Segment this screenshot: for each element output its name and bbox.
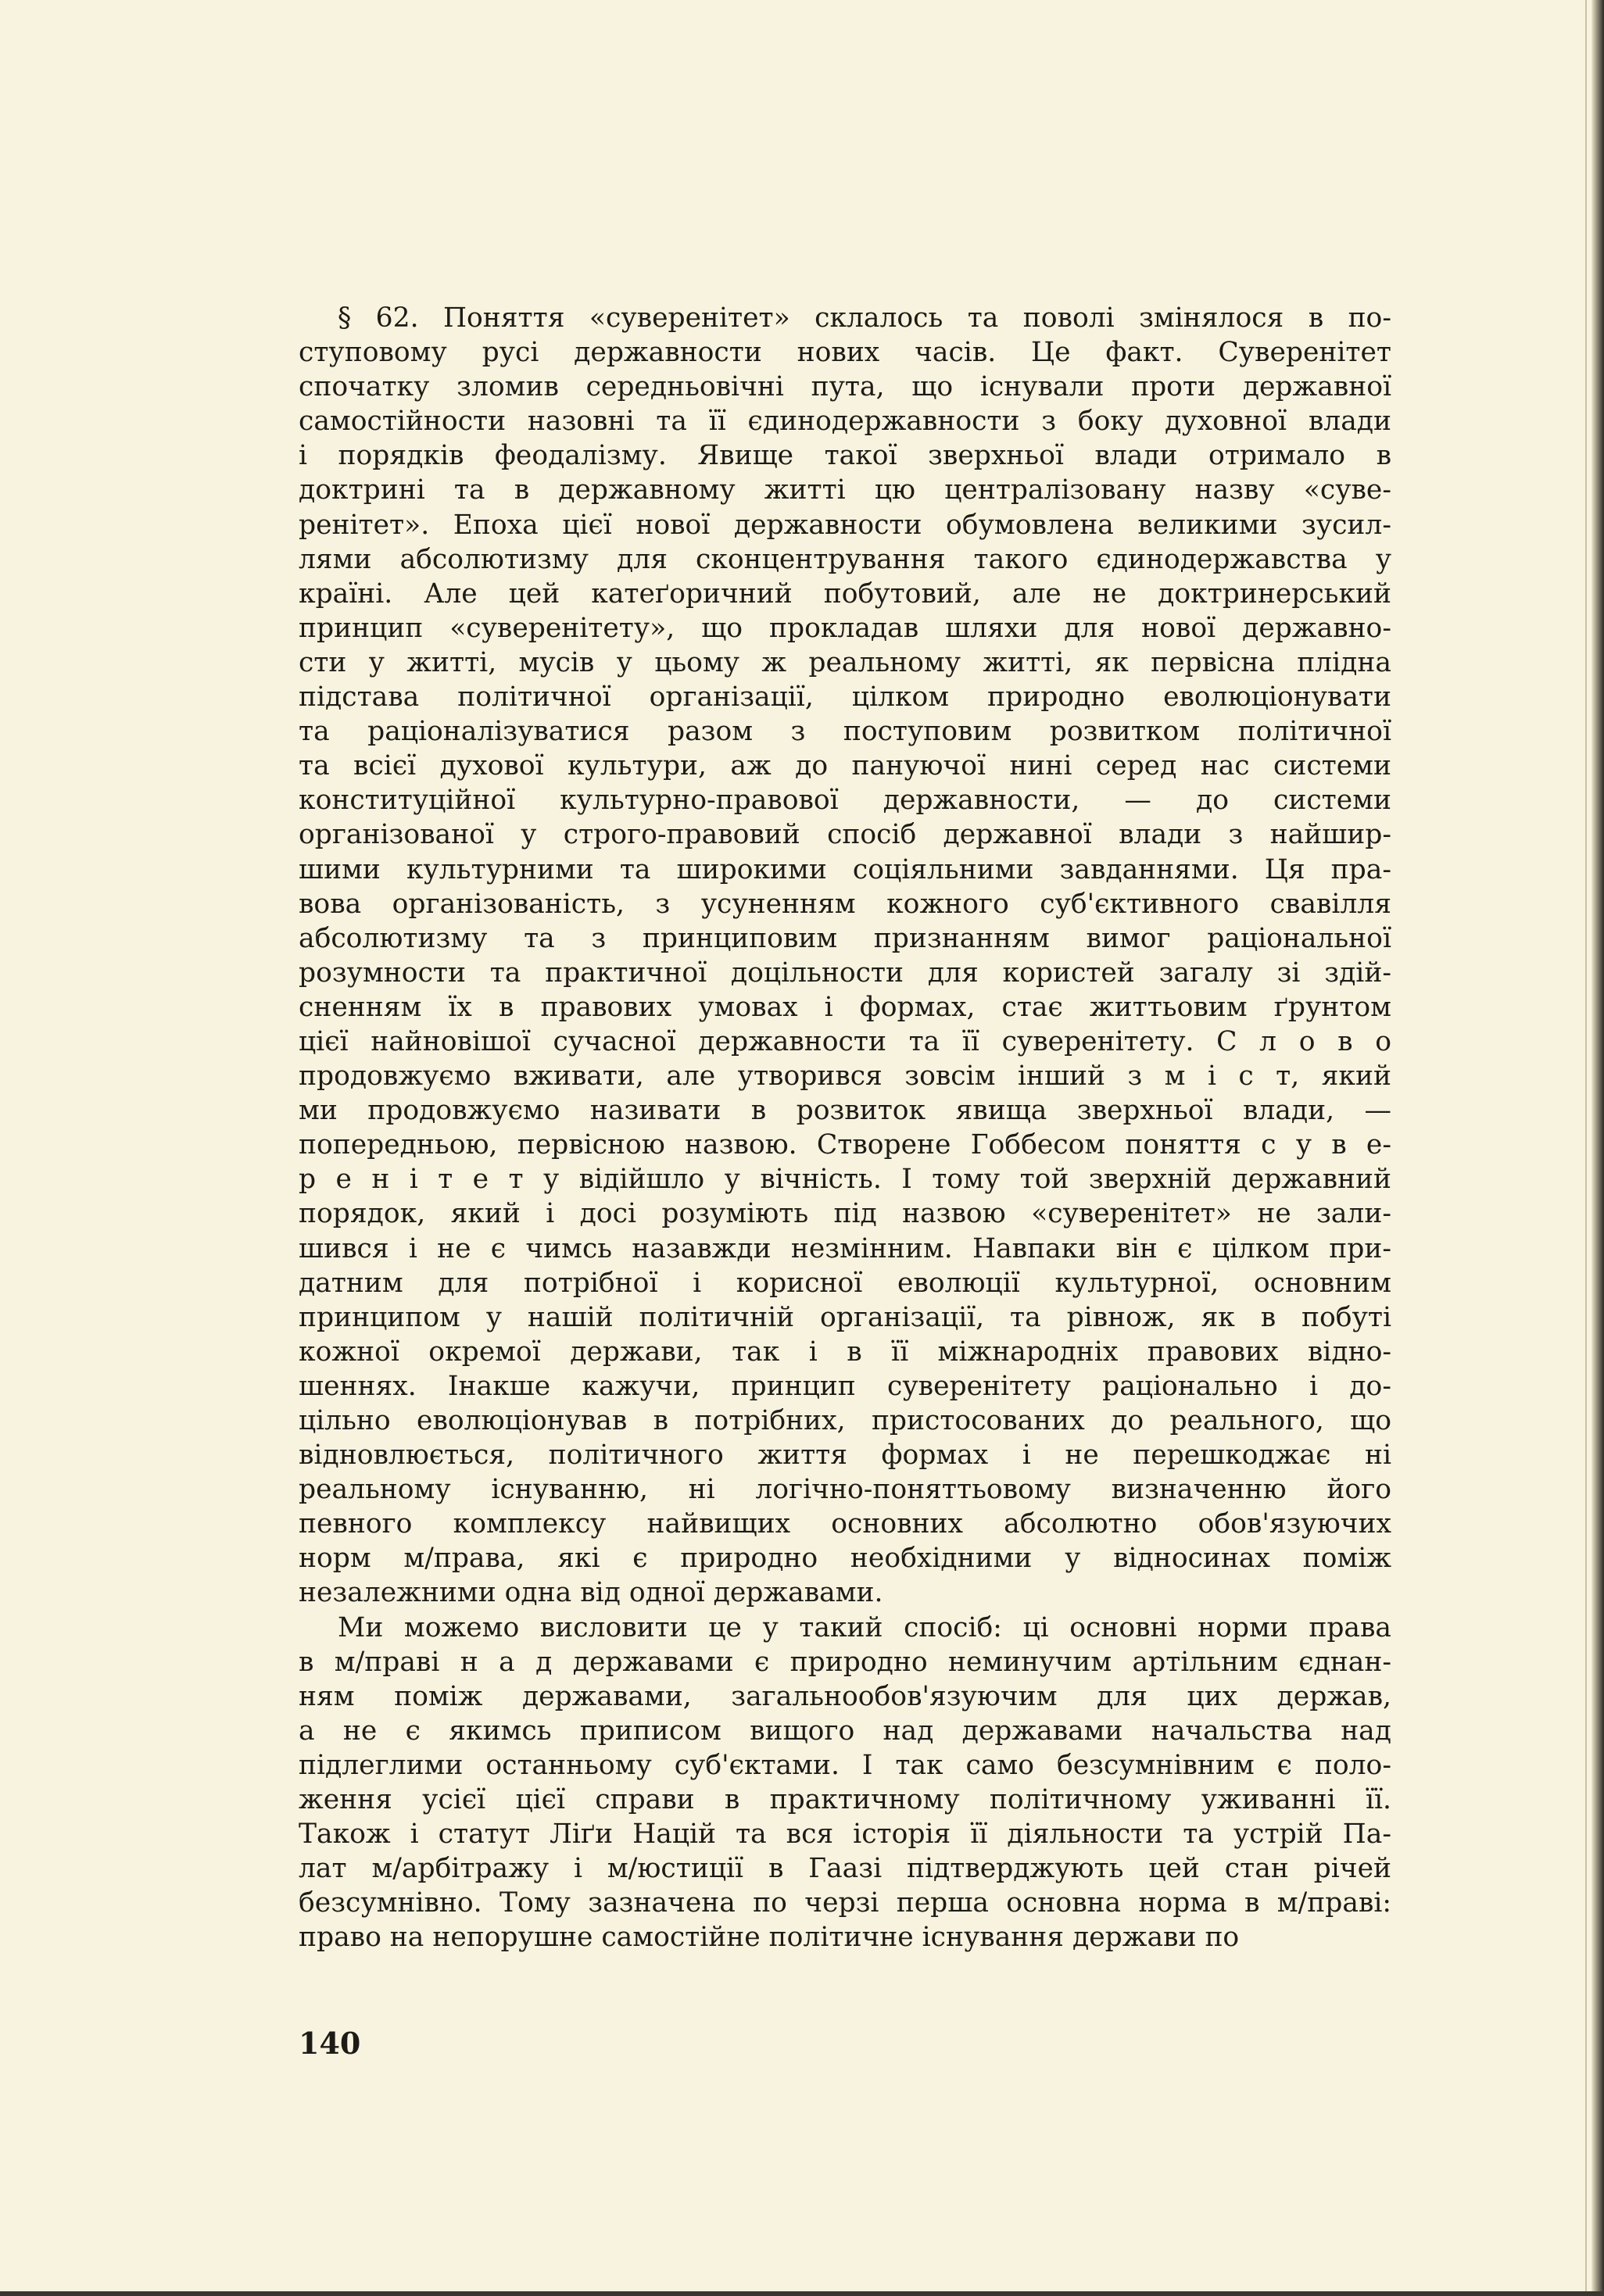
text-line: цільно еволюціонував в потрібних, пристосованих до реального, що bbox=[299, 1405, 1391, 1436]
text-line: розумности та практичної доцільности для користей загалу зі здій- bbox=[299, 957, 1391, 989]
page-fold-line bbox=[1585, 0, 1587, 2296]
text-line: кожної окремої держави, так і в її міжнародніх правових відно- bbox=[299, 1336, 1391, 1368]
text-line: сти у житті, мусів у цьому ж реальному житті, як первісна плідна bbox=[299, 646, 1391, 678]
text-line: та всієї духової культури, аж до пануючої нині серед нас системи bbox=[299, 750, 1391, 782]
text-line: вова організованість, з усуненням кожного суб'єктивного свавілля bbox=[299, 888, 1391, 920]
text-line: абсолютизму та з принциповим признанням вимог раціональної bbox=[299, 922, 1391, 954]
paragraph-section-62 bbox=[299, 301, 1391, 1611]
text-line: ступовому русі державности нових часів. Це факт. Суверенітет bbox=[299, 337, 1391, 369]
text-line: в м/праві н а д державами є природно неминучим артільним єднан- bbox=[299, 1646, 1391, 1678]
text-line: та раціоналізуватися разом з поступовим розвитком політичної bbox=[299, 716, 1391, 748]
body-text bbox=[299, 301, 1391, 1955]
text-line: шими культурними та широкими соціяльними завданнями. Ця пра- bbox=[299, 853, 1391, 885]
text-line: незалежними одна від одної державами. bbox=[299, 1577, 883, 1609]
text-line: шився і не є чимсь назавжди незмінним. Навпаки він є цілком при- bbox=[299, 1232, 1391, 1264]
text-line: норм м/права, які є природно необхідними у відносинах поміж bbox=[299, 1543, 1391, 1575]
text-line: ням поміж державами, загальнообов'язуючим для цих держав, bbox=[299, 1680, 1391, 1712]
page-bottom-edge bbox=[0, 2291, 1604, 2296]
text-line: реальному існуванню, ні логічно-поняттьовому визначенню його bbox=[299, 1474, 1391, 1506]
text-line: країні. Але цей катеґоричний побутовий, але не доктринерський bbox=[299, 578, 1391, 610]
text-line: самостійности назовні та її єдинодержавности з боку духовної влади bbox=[299, 406, 1391, 438]
text-line: відновлюється, політичного життя формах і не перешкоджає ні bbox=[299, 1439, 1391, 1472]
text-line: принципом у нашій політичній організації, та рівнож, як в побуті bbox=[299, 1301, 1391, 1333]
text-line: а не є якимсь приписом вищого над державами начальства над bbox=[299, 1715, 1391, 1747]
text-line: лями абсолютизму для сконцентрування такого єдинодержавства у bbox=[299, 543, 1391, 575]
text-line: продовжуємо вживати, але утворився зовсім інший з м і с т, який bbox=[299, 1060, 1391, 1093]
text-line: шеннях. Інакше кажучи, принцип суверенітету раціонально і до- bbox=[299, 1370, 1391, 1402]
paragraph-norms bbox=[299, 1611, 1391, 1955]
text-line: підстава політичної організації, цілком природно еволюціонувати bbox=[299, 681, 1391, 713]
text-line: датним для потрібної і корисної еволюції культурної, основним bbox=[299, 1267, 1391, 1299]
text-line: безсумнівно. Тому зазначена по черзі перша основна норма в м/праві: bbox=[299, 1887, 1391, 1919]
text-line: ренітет». Епоха цієї нової державности обумовлена великими зусил- bbox=[299, 509, 1391, 541]
text-line: конституційної культурно-правової державности, — до системи bbox=[299, 785, 1391, 817]
text-line: порядок, який і досі розуміють під назвою «суверенітет» не зали- bbox=[299, 1198, 1391, 1230]
text-line: ми продовжуємо називати в розвиток явища зверхньої влади, — bbox=[299, 1095, 1391, 1127]
text-line: доктрині та в державному житті цю централізовану назву «суве- bbox=[299, 474, 1391, 506]
text-line: цієї найновішої сучасної державности та її суверенітету. С л о в о bbox=[299, 1025, 1391, 1057]
text-line: лат м/арбітражу і м/юстиції в Гаазі підтверджують цей стан річей bbox=[299, 1853, 1391, 1885]
text-line: принцип «суверенітету», що прокладав шляхи для нової державно- bbox=[299, 612, 1391, 644]
text-line: р е н і т е т у відійшло у вічність. І тому той зверхній державний bbox=[299, 1164, 1391, 1196]
page-number: 140 bbox=[299, 2026, 361, 2061]
text-line: певного комплексу найвищих основних абсолютно обов'язуючих bbox=[299, 1508, 1391, 1540]
text-line: і порядків феодалізму. Явище такої зверхньої влади отримало в bbox=[299, 440, 1391, 472]
text-line: Також і статут Ліґи Націй та вся історія її діяльности та устрій Па- bbox=[299, 1819, 1391, 1851]
text-line: Ми можемо висловити це у такий спосіб: ці основні норми права bbox=[338, 1611, 1391, 1643]
text-line: попередньою, первісною назвою. Створене Гоббесом поняття с у в е- bbox=[299, 1129, 1391, 1161]
text-line: § 62. Поняття «суверенітет» склалось та поволі змінялося в по- bbox=[338, 302, 1391, 334]
text-line: сненням їх в правових умовах і формах, стає життьовим ґрунтом bbox=[299, 991, 1391, 1023]
text-line: право на непорушне самостійне політичне існування держави по bbox=[299, 1922, 1240, 1954]
text-line: організованої у строго-правовий спосіб державної влади з найшир- bbox=[299, 819, 1391, 851]
text-line: підлеглими останньому суб'єктами. І так само безсумнівним є поло- bbox=[299, 1749, 1391, 1781]
text-line: спочатку зломив середньовічні пута, що існували проти державної bbox=[299, 371, 1391, 403]
page-right-edge bbox=[1591, 0, 1604, 2296]
text-line: ження усієї цієї справи в практичному політичному уживанні її. bbox=[299, 1784, 1391, 1816]
